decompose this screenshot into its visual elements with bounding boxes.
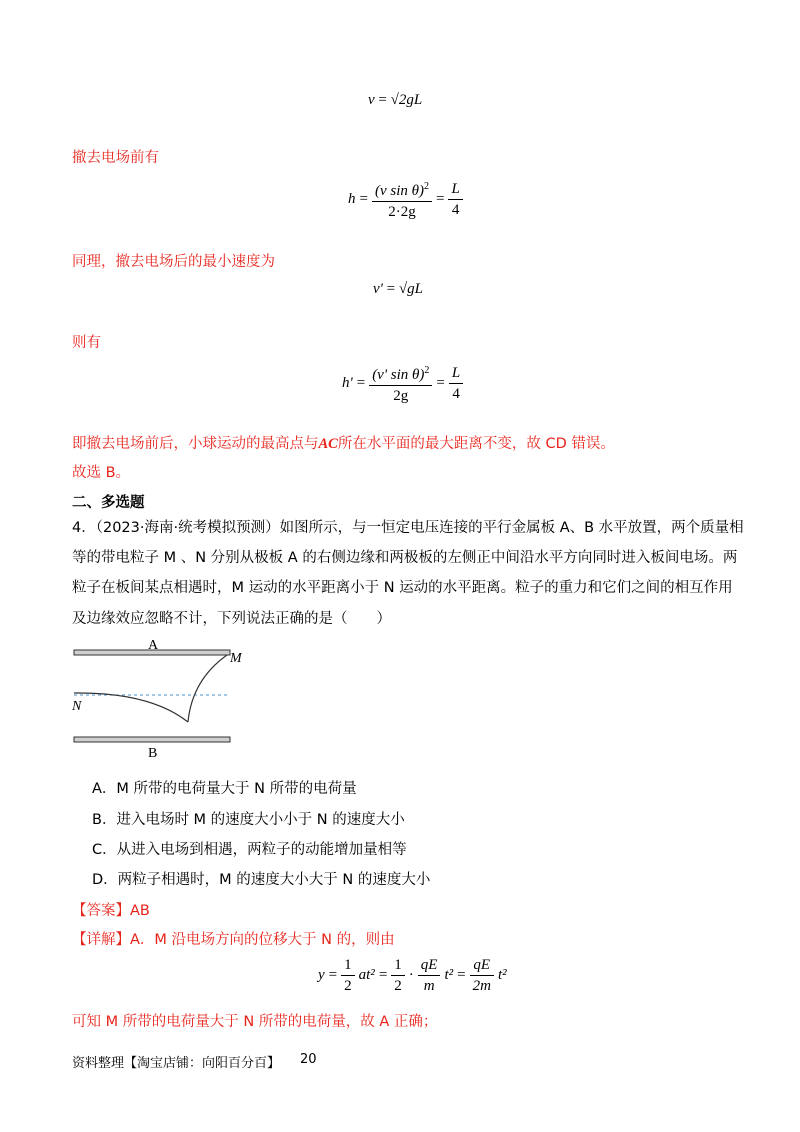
eq-lhs: h [348, 191, 356, 207]
conclusion-ac: AC [318, 436, 338, 452]
eq-equals: = [436, 191, 445, 207]
detail-tag: 【详解】 [72, 932, 130, 948]
fraction-qe-m [418, 956, 441, 995]
fraction [449, 364, 463, 403]
plate-b [74, 737, 230, 742]
section-title: 二、多选题 [72, 495, 145, 511]
trajectory-m [188, 655, 227, 722]
fraction-numerator: qE [418, 956, 441, 976]
final-line: 可知 M 所带的电荷量大于 N 所带的电荷量，故 A 正确； [72, 1014, 438, 1030]
fraction-numerator: L [448, 180, 462, 200]
exponent: 2 [424, 365, 430, 376]
question-line-1: 4．（2023·海南·统考模拟预测）如图所示，与一恒定电压连接的平行金属板 A、B 水平放置，两个质量相 [72, 520, 744, 536]
choose-line: 故选 B。 [72, 465, 131, 481]
page-number: 20 [300, 1052, 317, 1067]
question-line-4: 及边缘效应忽略不计，下列说法正确的是（ ） [72, 611, 391, 627]
fraction [448, 180, 462, 219]
detail-text: A．M 沿电场方向的位移大于 N 的，则由 [130, 932, 395, 948]
num-text: (v sin θ) [374, 183, 424, 199]
eq-dot: · [408, 967, 414, 983]
eq-lhs: h' [342, 375, 353, 391]
equation-y [318, 956, 507, 995]
eq-t2b: t² [497, 967, 507, 983]
eq-equals: = [378, 967, 388, 983]
fraction [369, 362, 432, 405]
eq-equals: = [378, 92, 391, 108]
line-then: 则有 [72, 335, 101, 351]
exponent: 2 [424, 181, 429, 192]
fraction-denominator: 2·2g [388, 204, 416, 220]
option-b: B．进入电场时 M 的速度大小小于 N 的速度大小 [92, 812, 405, 828]
eq-equals: = [457, 967, 466, 983]
detail-line [72, 930, 395, 950]
fraction-denominator: m [423, 978, 435, 994]
option-a: A．M 所带的电荷量大于 N 所带的电荷量 [92, 781, 357, 797]
eq-equals: = [436, 375, 445, 391]
eq-equals: = [328, 967, 338, 983]
equation-h [348, 178, 463, 221]
eq-at2: at² [358, 967, 375, 983]
eq-lhs: v' [373, 281, 383, 297]
fraction-numerator [372, 178, 432, 202]
fraction-denominator: 4 [451, 202, 460, 218]
eq-rhs: √gL [398, 281, 423, 297]
fraction-denominator: 2 [394, 978, 402, 994]
line-before-removal: 撤去电场前有 [72, 150, 159, 166]
fraction-numerator: 1 [341, 956, 355, 976]
eq-lhs: v [368, 92, 375, 108]
capacitor-figure [70, 636, 250, 760]
eq-rhs: √2gL [390, 92, 423, 108]
question-line-2: 等的带电粒子 M 、N 分别从极板 A 的右侧边缘和两极板的左侧正中间沿水平方向同时进入板间电场。两 [72, 550, 738, 566]
eq-equals: = [359, 191, 368, 207]
fraction [372, 178, 432, 221]
eq-t2: t² [444, 967, 454, 983]
answer-tag: 【答案】 [72, 903, 130, 919]
footer-source: 资料整理【淘宝店铺：向阳百分百】 [72, 1056, 281, 1071]
conclusion-text-a: 即撤去电场前后，小球运动的最高点与 [72, 436, 319, 452]
question-line-3: 粒子在板间某点相遇时，M 运动的水平距离小于 N 运动的水平距离。粒子的重力和它们之间的相互作用 [72, 580, 733, 596]
conclusion-text-b: 所在水平面的最大距离不变，故 CD 错误。 [337, 436, 615, 452]
equation-v [368, 92, 422, 109]
fraction-numerator: 1 [391, 956, 405, 976]
option-d: D．两粒子相遇时，M 的速度大小大于 N 的速度大小 [92, 872, 431, 888]
eq-equals: = [386, 281, 399, 297]
fraction-half [391, 956, 405, 995]
line-same-reasoning: 同理，撤去电场后的最小速度为 [72, 254, 275, 270]
fraction-half [341, 956, 355, 995]
label-m: M [230, 651, 242, 666]
eq-y: y [318, 967, 325, 983]
label-a: A [148, 638, 159, 653]
fraction-denominator: 2g [393, 388, 409, 404]
fraction-denominator: 4 [452, 386, 460, 402]
equation-v-prime [373, 281, 423, 298]
fraction-numerator: qE [470, 956, 494, 976]
fraction-numerator: L [449, 364, 463, 384]
num-text: (v' sin θ) [372, 367, 425, 383]
eq-equals: = [356, 375, 366, 391]
answer-line [72, 901, 150, 921]
label-b: B [148, 746, 158, 760]
fraction-qe-2m [470, 956, 494, 995]
fraction-numerator [369, 362, 432, 386]
fraction-denominator: 2 [344, 978, 352, 994]
trajectory-n [74, 693, 188, 722]
equation-h-prime [342, 362, 463, 405]
answer-value: AB [130, 903, 150, 919]
fraction-denominator: 2m [472, 978, 491, 994]
option-c: C．从进入电场到相遇，两粒子的动能增加量相等 [92, 842, 407, 858]
label-n: N [72, 699, 82, 714]
conclusion-line [72, 434, 615, 454]
